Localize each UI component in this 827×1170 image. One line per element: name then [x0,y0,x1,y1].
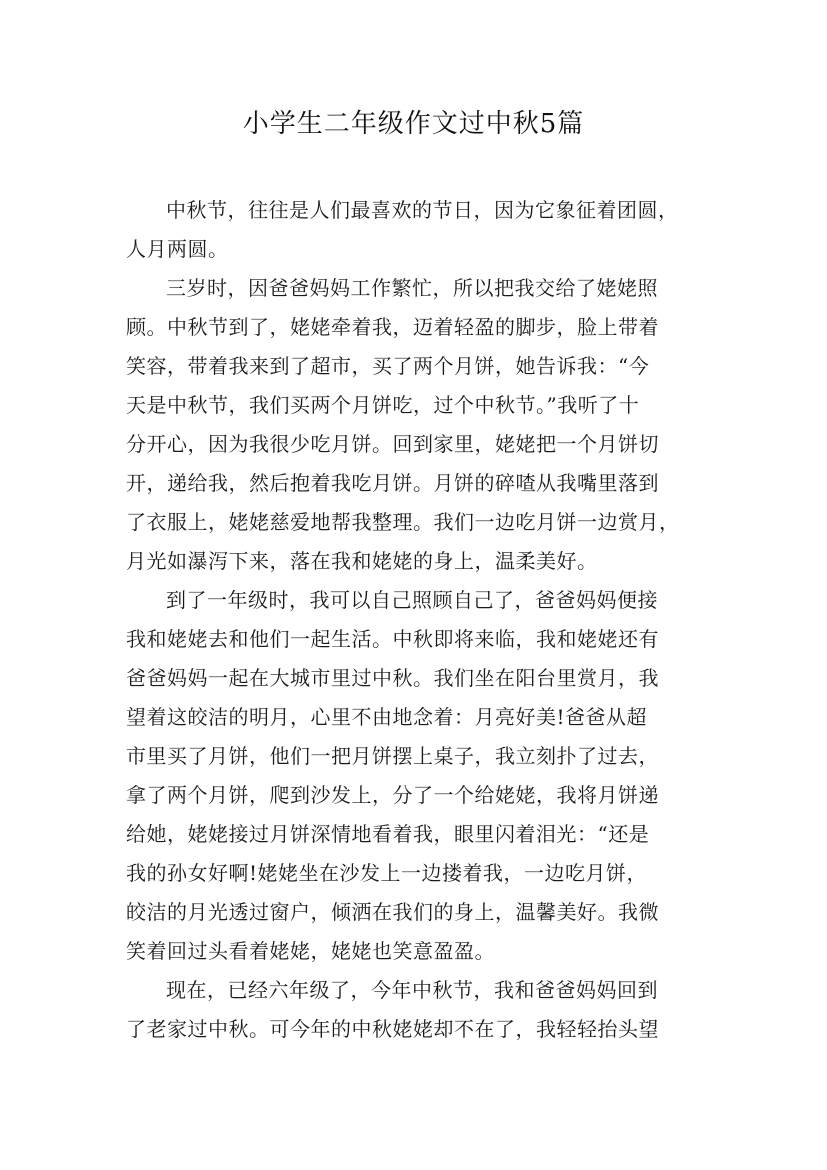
body-line: 分开心，因为我很少吃月饼。回到家里，姥姥把一个月饼切 [126,432,659,456]
body-line: 笑容，带着我来到了超市，买了两个月饼，她告诉我：“今 [126,354,650,378]
body-line: 人月两圆。 [126,237,229,261]
body-line: 到了一年级时，我可以自己照顾自己了，爸爸妈妈便接 [166,588,658,612]
body-line: 爸爸妈妈一起在大城市里过中秋。我们坐在阳台里赏月，我 [126,666,659,690]
body-line: 我的孙女好啊!姥姥坐在沙发上一边搂着我，一边吃月饼， [126,861,648,885]
body-line: 月光如瀑泻下来，落在我和姥姥的身上，温柔美好。 [126,549,598,573]
body-line: 皎洁的月光透过窗户，倾洒在我们的身上，温馨美好。我微 [126,900,659,924]
body-line: 市里买了月饼，他们一把月饼摆上桌子，我立刻扑了过去， [126,744,659,768]
body-line: 我和姥姥去和他们一起生活。中秋即将来临，我和姥姥还有 [126,627,659,651]
body-line: 现在，已经六年级了，今年中秋节，我和爸爸妈妈回到 [166,978,658,1002]
body-line: 望着这皎洁的明月，心里不由地念着：月亮好美!爸爸从超 [126,705,648,729]
body-line: 拿了两个月饼，爬到沙发上，分了一个给姥姥，我将月饼递 [126,783,659,807]
body-line: 了衣服上，姥姥慈爱地帮我整理。我们一边吃月饼一边赏月， [126,510,680,534]
body-line: 了老家过中秋。可今年的中秋姥姥却不在了，我轻轻抬头望 [126,1017,659,1041]
body-line: 笑着回过头看着姥姥，姥姥也笑意盈盈。 [126,939,495,963]
document-title: 小学生二年级作文过中秋5篇 [242,109,585,139]
body-line: 给她，姥姥接过月饼深情地看着我，眼里闪着泪光：“还是 [126,822,650,846]
body-line: 开，递给我，然后抱着我吃月饼。月饼的碎喳从我嘴里落到 [126,471,659,495]
body-line: 中秋节，往往是人们最喜欢的节日，因为它象征着团圆， [166,198,679,222]
body-line: 顾。中秋节到了，姥姥牵着我，迈着轻盈的脚步，脸上带着 [126,315,659,339]
body-line: 三岁时，因爸爸妈妈工作繁忙，所以把我交给了姥姥照 [166,276,658,300]
body-line: 天是中秋节，我们买两个月饼吃，过个中秋节。”我听了十 [126,393,640,417]
